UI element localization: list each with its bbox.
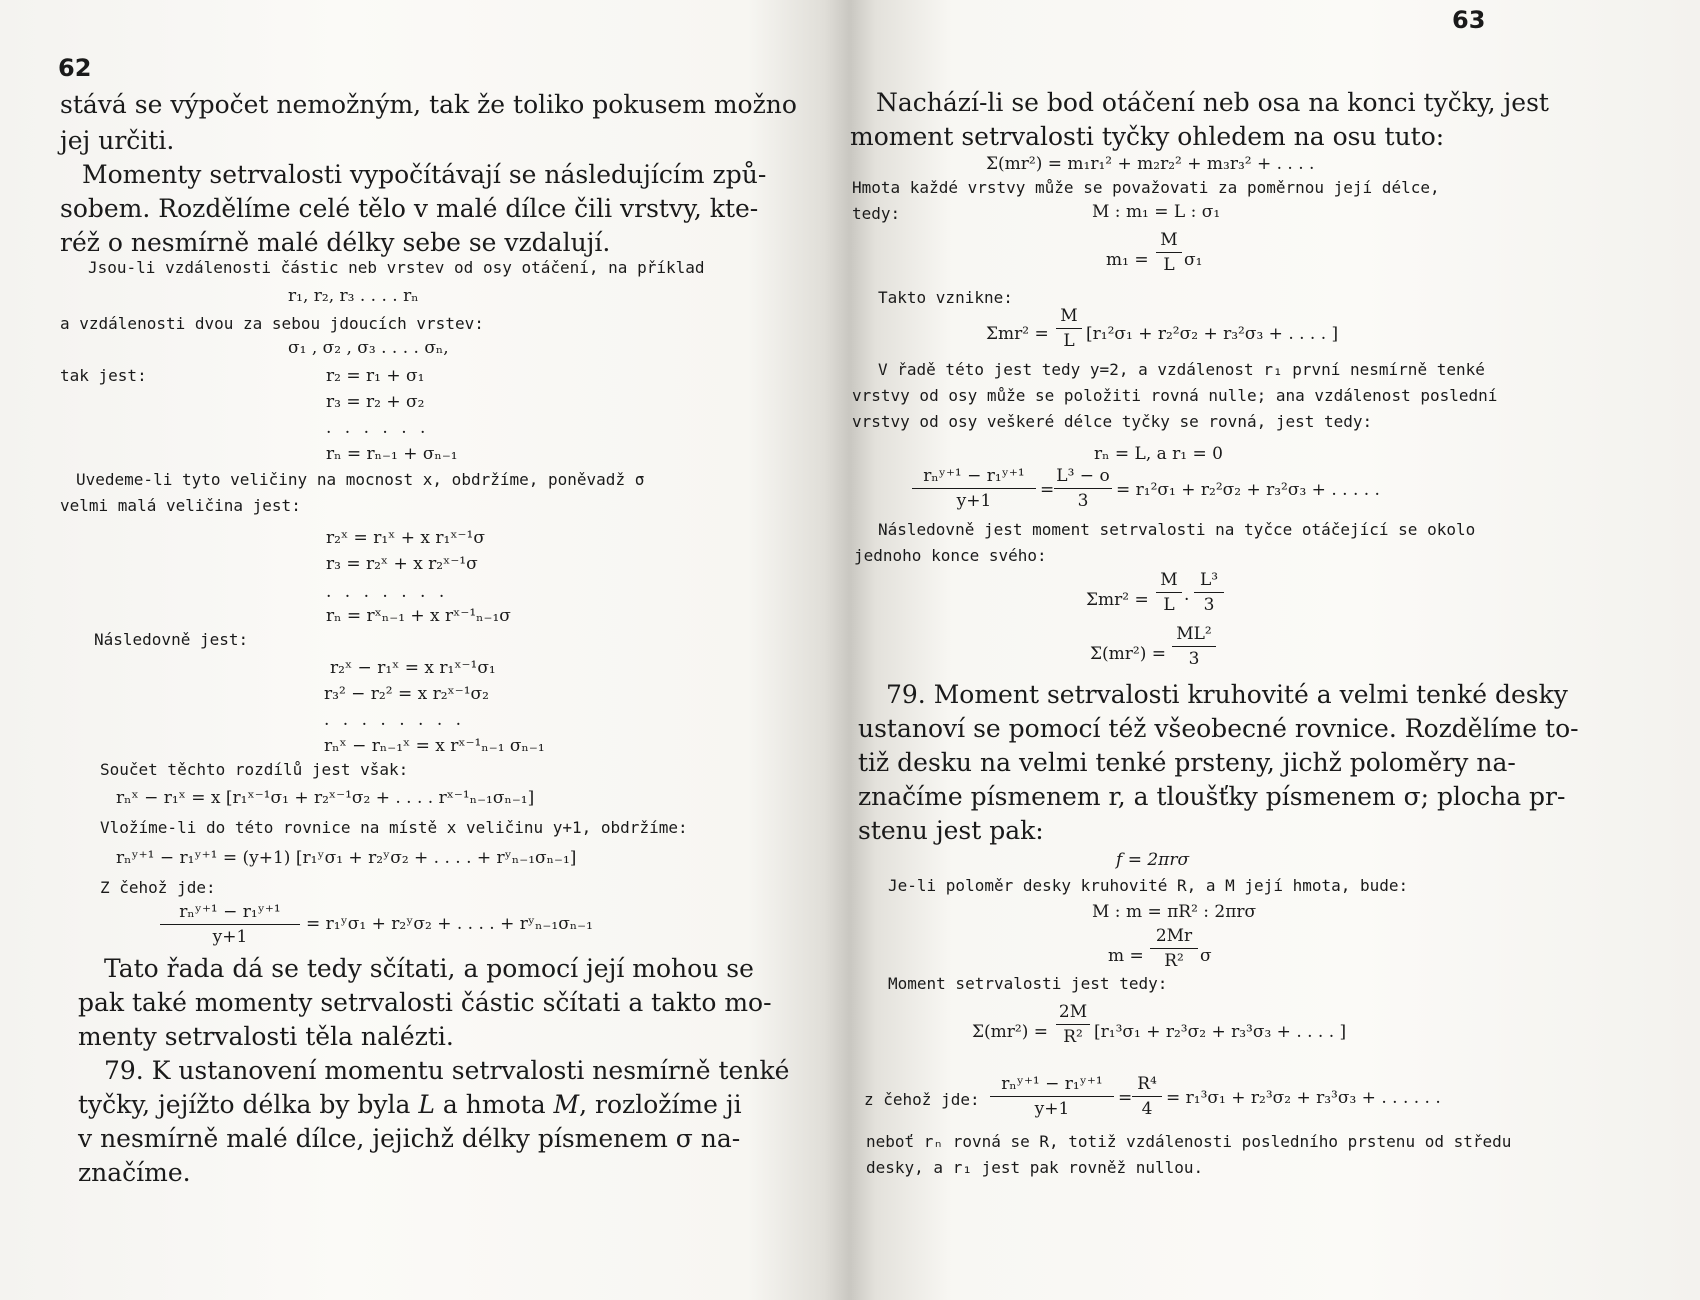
equation-diff-3: rₙˣ − rₙ₋₁ˣ = x rˣ⁻¹ₙ₋₁ σₙ₋₁ xyxy=(324,736,545,756)
left-small-line: a vzdálenosti dvou za sebou jdoucích vrstev: xyxy=(60,314,484,333)
equation-sum: rₙˣ − r₁ˣ = x [r₁ˣ⁻¹σ₁ + r₂ˣ⁻¹σ₂ + . . . . rˣ⁻¹ₙ₋₁σₙ₋₁] xyxy=(116,788,535,808)
m1-sigma: σ₁ xyxy=(1184,250,1203,270)
right-small-line: Hmota každé vrstvy může se považovati za poměrnou její délce, xyxy=(852,178,1440,197)
right-small-line: jednoho konce svého: xyxy=(854,546,1047,565)
fraction-m1 xyxy=(1156,230,1182,275)
sum-rhs: [r₁²σ₁ + r₂²σ₂ + r₃²σ₃ + . . . . ] xyxy=(1086,324,1339,344)
fraction-rn xyxy=(912,466,1036,511)
fraction-z xyxy=(990,1074,1114,1119)
dots-row: . . . . . . xyxy=(326,418,430,438)
fraction-numerator: rₙʸ⁺¹ − r₁ʸ⁺¹ xyxy=(990,1074,1114,1097)
fraction-numerator: rₙʸ⁺¹ − r₁ʸ⁺¹ xyxy=(160,902,300,925)
equation-power-3: rₙ = rˣₙ₋₁ + x rˣ⁻¹ₙ₋₁σ xyxy=(326,606,511,626)
left-text-line: sobem. Rozdělíme celé tělo v malé dílce čili vrstvy, kte- xyxy=(60,194,759,223)
right-text-line: moment setrvalosti tyčky ohledem na osu tuto: xyxy=(850,122,1445,151)
page-number-left: 62 xyxy=(58,54,92,82)
right-text-line: tiž desku na velmi tenké prsteny, jichž poloměry na- xyxy=(858,748,1516,777)
equation-moment-sum: Σ(mr²) = m₁r₁² + m₂r₂² + m₃r₃² + . . . . xyxy=(986,154,1315,174)
series-tail: = r₁²σ₁ + r₂²σ₂ + r₃²σ₃ + . . . . . xyxy=(1116,480,1380,500)
left-page xyxy=(0,0,840,1300)
fraction-denominator: 3 xyxy=(1188,649,1200,669)
equation-diff-1: r₂ˣ − r₁ˣ = x r₁ˣ⁻¹σ₁ xyxy=(330,658,496,678)
fraction-denominator: y+1 xyxy=(1034,1099,1070,1119)
right-small-line: Takto vznikne: xyxy=(878,288,1013,307)
fraction-s xyxy=(1056,1002,1090,1047)
left-small-line: velmi malá veličina jest: xyxy=(60,496,301,515)
equation-area: f = 2πrσ xyxy=(1116,850,1190,870)
fraction-numerator: M xyxy=(1156,570,1182,593)
equals-sign: = xyxy=(1118,1088,1133,1108)
right-small-line: tedy: xyxy=(852,204,901,223)
left-text-line: réž o nesmírně malé délky sebe se vzdalují. xyxy=(60,228,611,257)
moment2-lhs: Σ(mr²) = xyxy=(1090,644,1166,664)
text-span: , rozložíme ji xyxy=(579,1090,742,1119)
fraction-denominator: y+1 xyxy=(212,927,248,947)
equation-y: rₙʸ⁺¹ − r₁ʸ⁺¹ = (y+1) [r₁ʸσ₁ + r₂ʸσ₂ + . . . . + rʸₙ₋₁σₙ₋₁] xyxy=(116,848,577,868)
left-text-line: 79. K ustanovení momentu setrvalosti nesmírně tenké xyxy=(104,1056,790,1085)
left-small-line: Uvedeme-li tyto veličiny na mocnost x, obdržíme, poněvadž σ xyxy=(76,470,645,489)
page-number-right: 63 xyxy=(1452,6,1486,34)
dot-operator: · xyxy=(1184,590,1190,610)
fraction-numerator: 2Mr xyxy=(1150,926,1198,949)
equation-rn-L: rₙ = L, a r₁ = 0 xyxy=(1094,444,1223,464)
right-small-line: Je-li poloměr desky kruhovité R, a M její hmota, bude: xyxy=(888,876,1409,895)
left-text-line: menty setrvalosti těla nalézti. xyxy=(78,1022,454,1051)
right-small-line: Moment setrvalosti jest tedy: xyxy=(888,974,1168,993)
fraction-denominator: L xyxy=(1163,255,1175,275)
fraction-numerator: M xyxy=(1156,230,1182,253)
equation-power-2: r₃ = r₂ˣ + x r₂ˣ⁻¹σ xyxy=(326,554,478,574)
m-sigma: σ xyxy=(1200,946,1212,966)
left-small-line: Z čehož jde: xyxy=(100,878,216,897)
fraction-R4 xyxy=(1132,1074,1162,1119)
right-small-line: Následovně jest moment setrvalosti na tyčce otáčející se okolo xyxy=(878,520,1476,539)
fraction-numerator: ML² xyxy=(1172,624,1216,647)
fraction-numerator: M xyxy=(1056,306,1082,329)
right-text-line: stenu jest pak: xyxy=(858,816,1044,845)
left-text-line: značíme. xyxy=(78,1158,191,1187)
fraction-denominator: L xyxy=(1063,331,1075,351)
right-small-line: z čehož jde: xyxy=(864,1090,980,1109)
left-small-line: Následovně jest: xyxy=(94,630,249,649)
equation-r3: r₃ = r₂ + σ₂ xyxy=(326,392,425,412)
fraction-moment2 xyxy=(1172,624,1216,669)
fraction-denominator: L xyxy=(1163,595,1175,615)
fraction-left xyxy=(160,902,300,947)
right-small-line: vrstvy od osy může se položiti rovná nulle; ana vzdálenost poslední xyxy=(852,386,1498,405)
fraction-rhs: = r₁ʸσ₁ + r₂ʸσ₂ + . . . . + rʸₙ₋₁σₙ₋₁ xyxy=(306,914,593,934)
fraction-m xyxy=(1150,926,1198,971)
z-tail: = r₁³σ₁ + r₂³σ₂ + r₃³σ₃ + . . . . . . xyxy=(1166,1088,1441,1108)
sum-lhs: Σmr² = xyxy=(986,324,1049,344)
left-text-line: stává se výpočet nemožným, tak že toliko pokusem možno xyxy=(60,90,797,119)
s-rhs: [r₁³σ₁ + r₂³σ₂ + r₃³σ₃ + . . . . ] xyxy=(1094,1022,1347,1042)
fraction-denominator: R² xyxy=(1063,1027,1083,1047)
left-small-line: Jsou-li vzdálenosti částic neb vrstev od osy otáčení, na příklad xyxy=(88,258,705,277)
right-text-line: ustanoví se pomocí též všeobecné rovnice. Rozdělíme to- xyxy=(858,714,1579,743)
fraction-L3 xyxy=(1054,466,1112,511)
fraction-moment1-a xyxy=(1156,570,1182,615)
m1-lhs: m₁ = xyxy=(1106,250,1149,270)
fraction-numerator: 2M xyxy=(1056,1002,1090,1025)
fraction-moment1-b xyxy=(1194,570,1224,615)
right-text-line: 79. Moment setrvalosti kruhovité a velmi tenké desky xyxy=(886,680,1568,709)
equation-diff-2: r₃² − r₂² = x r₂ˣ⁻¹σ₂ xyxy=(324,684,489,704)
equation-mm: M : m = πR² : 2πrσ xyxy=(1092,902,1257,922)
right-small-line: V řadě této jest tedy y=2, a vzdálenost r₁ první nesmírně tenké xyxy=(878,360,1485,379)
fraction-numerator: R⁴ xyxy=(1132,1074,1162,1097)
left-text-line: pak také momenty setrvalosti částic sčítati a takto mo- xyxy=(78,988,772,1017)
fraction-numerator: rₙʸ⁺¹ − r₁ʸ⁺¹ xyxy=(912,466,1036,489)
equation-r2: r₂ = r₁ + σ₁ xyxy=(326,366,425,386)
right-text-line: značíme písmenem r, a tloušťky písmenem σ; plocha pr- xyxy=(858,782,1566,811)
left-text-line: jej určiti. xyxy=(60,126,175,155)
equation-rn: rₙ = rₙ₋₁ + σₙ₋₁ xyxy=(326,444,458,464)
moment1-lhs: Σmr² = xyxy=(1086,590,1149,610)
equation-power-1: r₂ˣ = r₁ˣ + x r₁ˣ⁻¹σ xyxy=(326,528,485,548)
left-small-line: Vložíme-li do této rovnice na místě x veličinu y+1, obdržíme: xyxy=(100,818,688,837)
symbol-M: M xyxy=(553,1090,580,1119)
right-text-line: Nachází-li se bod otáčení neb osa na konci tyčky, jest xyxy=(876,88,1549,117)
left-text-line: v nesmírně malé dílce, jejichž délky písmenem σ na- xyxy=(78,1124,741,1153)
left-small-line: tak jest: xyxy=(60,366,147,385)
left-small-line: Součet těchto rozdílů jest však: xyxy=(100,760,409,779)
symbol-L: L xyxy=(418,1090,435,1119)
equation-ratio: M : m₁ = L : σ₁ xyxy=(1092,202,1221,222)
left-text-line xyxy=(78,1092,742,1117)
s-lhs: Σ(mr²) = xyxy=(972,1022,1048,1042)
right-small-line: neboť rₙ rovná se R, totiž vzdálenosti posledního prstenu od středu xyxy=(866,1132,1512,1151)
fraction-denominator: y+1 xyxy=(956,491,992,511)
text-span: tyčky, jejížto délka by byla xyxy=(78,1090,419,1119)
fraction-denominator: R² xyxy=(1164,951,1184,971)
left-text-line: Momenty setrvalosti vypočítávají se následujícím způ- xyxy=(82,160,767,189)
fraction-denominator: 3 xyxy=(1077,491,1089,511)
r-list: r₁, r₂, r₃ . . . . rₙ xyxy=(288,286,419,306)
dots-row: . . . . . . . xyxy=(326,582,449,602)
m-lhs: m = xyxy=(1108,946,1144,966)
fraction-denominator: 4 xyxy=(1141,1099,1153,1119)
fraction-denominator: 3 xyxy=(1203,595,1215,615)
right-page xyxy=(850,0,1700,1300)
left-text-line: Tato řada dá se tedy sčítati, a pomocí její mohou se xyxy=(104,954,754,983)
sigma-list: σ₁ , σ₂ , σ₃ . . . . σₙ, xyxy=(288,338,449,358)
right-small-line: vrstvy od osy veškeré délce tyčky se rovná, jest tedy: xyxy=(852,412,1373,431)
text-span: a hmota xyxy=(434,1090,554,1119)
fraction-numerator: L³ xyxy=(1194,570,1224,593)
equals-sign: = xyxy=(1040,480,1055,500)
right-small-line: desky, a r₁ jest pak rovněž nullou. xyxy=(866,1158,1204,1177)
dots-row: . . . . . . . . xyxy=(324,710,466,730)
fraction-numerator: L³ − o xyxy=(1054,466,1112,489)
fraction-sum xyxy=(1056,306,1082,351)
